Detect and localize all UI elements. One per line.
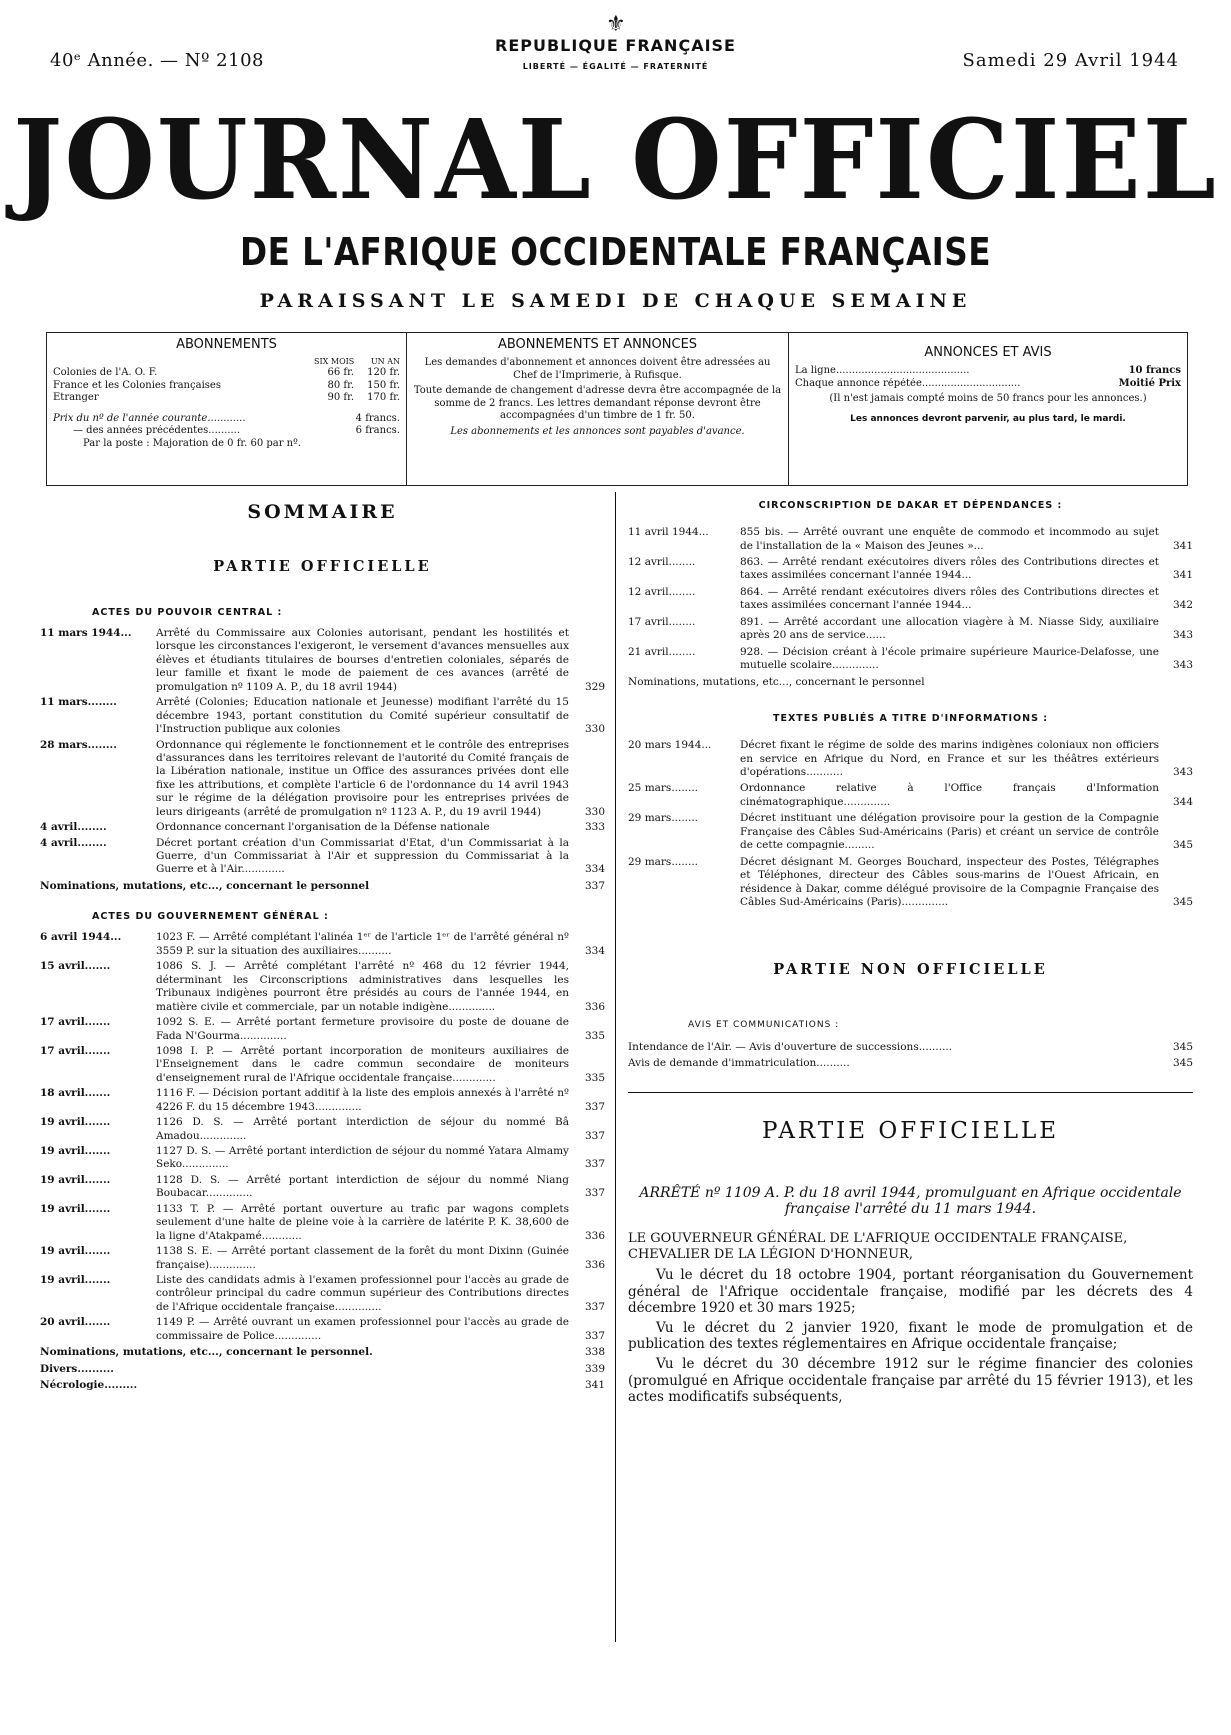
entry-page: 337: [584, 1158, 605, 1171]
annonces-minimum: (Il n'est jamais compté moins de 50 francs pour les annonces.): [829, 393, 1147, 405]
tariff-row: Etranger 90 fr. 170 fr.: [53, 392, 400, 404]
avis-heading: AVIS ET COMMUNICATIONS :: [688, 1019, 840, 1030]
entry-text: 1116 F. — Décision portant additif à la liste des emplois annexés à l'arrêté nº 4226 F. du 15 décembre 1943..............: [156, 1087, 569, 1113]
toc-entry: [40, 931, 605, 958]
entry-page: 330: [584, 805, 605, 818]
gouvernement-general-list: [40, 931, 605, 1343]
issue-number: 40ᵉ Année. — Nº 2108: [50, 50, 264, 71]
entry-page: 341: [1172, 539, 1193, 552]
postal-surcharge: Par la poste : Majoration de 0 fr. 60 par nº.: [83, 437, 302, 449]
subscription-boxes: [46, 332, 1188, 486]
avis-immatriculation: Avis de demande d'immatriculation.......... 345: [628, 1056, 1193, 1069]
entry-text: 1086 S. J. — Arrêté complétant l'arrêté nº 468 du 12 février 1944, déterminant les Circonscriptions administratives dans lesquelles les Tribunaux indigènes pourront être présidés au cours de l'année 1944, en matière civile et commerciale, par un notable indigène..............: [156, 960, 569, 1013]
partie-non-officielle-heading: PARTIE NON OFFICIELLE: [773, 961, 1048, 979]
tariff-row: Colonies de l'A. O. F. 66 fr. 120 fr.: [53, 367, 400, 379]
republic-emblem-icon: ⚜: [606, 12, 626, 37]
entry-page: 334: [584, 944, 605, 957]
republic-motto: LIBERTÉ — ÉGALITÉ — FRATERNITÉ: [522, 62, 709, 71]
toc-entry: [40, 821, 605, 834]
toc-entry: [40, 1016, 605, 1043]
annonces-deadline: Les annonces devront parvenir, au plus tard, le mardi.: [850, 413, 1126, 424]
entry-date: 29 mars........: [628, 812, 699, 825]
abo-annonces-text-2: Toute demande de changement d'adresse devra être accompagnée de la somme de 2 francs. Les lettres demandant réponse devront être accompagnées d'un timbre de 1 fr. 50.: [413, 385, 782, 422]
entry-date: 19 avril.......: [40, 1245, 111, 1258]
abo-annonces-text-3: Les abonnements et les annonces sont payables d'avance.: [450, 425, 745, 437]
entry-text: Liste des candidats admis à l'examen professionnel pour l'accès au grade de contrôleur principal du cadre commun supérieur des Contributions directes de l'Afrique occidentale française..............: [156, 1273, 569, 1313]
entry-text: 1092 S. E. — Arrêté portant fermeture provisoire du poste de douane de Fada N'Gourma..............: [156, 1016, 569, 1042]
entry-text: 1149 P. — Arrêté ouvrant un examen professionnel pour l'accès au grade de commissaire de Police..............: [156, 1316, 569, 1342]
entry-date: 11 mars........: [40, 696, 117, 709]
entry-text: 891. — Arrêté accordant une allocation viagère à M. Niasse Sidy, auxiliaire après 20 ans de service......: [740, 615, 1159, 642]
toc-entry: [40, 1116, 605, 1143]
toc-entry: [40, 1045, 605, 1085]
toc-entry: [40, 627, 605, 694]
toc-entry: [628, 556, 1193, 583]
toc-entry: [40, 837, 605, 877]
issue-date: Samedi 29 Avril 1944: [962, 50, 1179, 71]
entry-page: 342: [1172, 599, 1193, 612]
entry-text: 864. — Arrêté rendant exécutoires divers rôles des Contributions directes et taxes assimilées concernant l'année 1944...: [740, 585, 1159, 612]
toc-entry: [40, 1087, 605, 1114]
abonnements-annonces-box: [407, 333, 789, 485]
nominations-central: Nominations, mutations, etc..., concernant le personnel 337: [40, 879, 605, 892]
entry-date: 19 avril.......: [40, 1273, 111, 1286]
entry-page: 341: [1172, 569, 1193, 582]
entry-date: 12 avril........: [628, 585, 696, 598]
section-pouvoir-central: ACTES DU POUVOIR CENTRAL :: [92, 606, 283, 618]
toc-entry: [628, 856, 1193, 910]
entry-date: 19 avril.......: [40, 1173, 111, 1186]
entry-date: 19 avril.......: [40, 1145, 111, 1158]
entry-text: 1138 S. E. — Arrêté portant classement de la forêt du mont Dixinn (Guinée française)..............: [156, 1245, 569, 1271]
divers-entry: Divers.......... 339: [40, 1362, 605, 1375]
entry-page: 337: [584, 1187, 605, 1200]
entry-page: 344: [1172, 795, 1193, 808]
toc-entry: [628, 616, 1193, 643]
toc-entry: [628, 782, 1193, 809]
col-un-an: UN AN: [370, 357, 400, 367]
abonnements-title: ABONNEMENTS: [176, 337, 277, 352]
right-column: [628, 500, 1193, 1409]
entry-text: Arrêté du Commissaire aux Colonies autorisant, pendant les hostilités et lorsque les circonstances l'exigeront, le versement d'avances mensuelles aux élèves et étudiants titulaires de bourses d'entretien coloniales, séparés de leur famille et fixant le mode de paiement de ces avances (arrêté de promulgation nº 1109 A. P., du 18 avril 1944): [156, 627, 569, 693]
entry-page: 335: [584, 1071, 605, 1084]
arrete-heading: ARRÊTÉ nº 1109 A. P. du 18 avril 1944, promulguant en Afrique occidentale française l'arrêté du 11 mars 1944.: [639, 1184, 1182, 1217]
entry-text: Décret fixant le régime de solde des marins indigènes coloniaux non officiers en service en Afrique du Nord, en France et sur les théâtres extérieurs d'opérations...........: [740, 739, 1159, 778]
sommaire-column: [40, 500, 605, 1395]
toc-entry: [40, 1145, 605, 1172]
publication-frequency: PARAISSANT LE SAMEDI DE CHAQUE SEMAINE: [259, 290, 972, 312]
toc-entry: [40, 1274, 605, 1314]
toc-entry: [40, 1203, 605, 1243]
toc-entry: [40, 739, 605, 820]
entry-text: 1133 T. P. — Arrêté portant ouverture au trafic par wagons complets seulement d'une halte de pleine voie à la carrière de latérite P. K. 38,600 de la ligne d'Atakpamé............: [156, 1202, 569, 1242]
dakar-list: [628, 526, 1193, 672]
partie-officielle-title: PARTIE OFFICIELLE: [761, 1118, 1060, 1145]
entry-text: Décret désignant M. Georges Bouchard, inspecteur des Postes, Télégraphes et Téléphones, directeur des Câbles sous-marins de l'Ouest Africain, en résidence à Dakar, comme délégué provisoire de la Compagnie Française des Câbles Sud-Américains (Paris)..............: [740, 855, 1159, 908]
entry-page: 343: [1172, 766, 1193, 778]
pouvoir-central-list: [40, 627, 605, 877]
entry-page: 337: [584, 1129, 605, 1142]
abo-annonces-text-1: Les demandes d'abonnement et annonces doivent être adressées au Chef de l'Imprimerie, à Rufisque.: [424, 357, 771, 381]
entry-page: 329: [584, 680, 605, 693]
abo-annonces-title: ABONNEMENTS ET ANNONCES: [497, 337, 698, 352]
entry-page: 337: [584, 1100, 605, 1113]
toc-entry: [628, 586, 1193, 613]
entry-page: 345: [1172, 895, 1193, 908]
section-separator: [628, 1092, 1193, 1093]
entry-page: 337: [584, 1300, 605, 1313]
toc-entry: [40, 960, 605, 1014]
entry-date: 4 avril........: [40, 836, 107, 849]
entry-text: Ordonnance relative à l'Office français d'Information cinématographique..............: [740, 782, 1159, 808]
governor-title: LE GOUVERNEUR GÉNÉRAL DE L'AFRIQUE OCCIDENTALE FRANÇAISE, CHEVALIER DE LA LÉGION D'HONNEUR,: [628, 1230, 1128, 1263]
necrologie-entry: Nécrologie......... 341: [40, 1379, 605, 1392]
entry-text: 1023 F. — Arrêté complétant l'alinéa 1ᵉʳ de l'article 1ᵉʳ de l'arrêté général nº 3559 P. sur la situation des auxiliaires..........: [156, 931, 569, 957]
price-current: Prix du nº de l'année courante............ 4 francs.: [53, 412, 400, 424]
journal-subtitle: DE L'AFRIQUE OCCIDENTALE FRANÇAISE: [240, 230, 991, 274]
entry-date: 28 mars........: [40, 738, 117, 751]
nominations-general: Nominations, mutations, etc..., concernant le personnel. 338: [40, 1346, 605, 1359]
entry-text: 1127 D. S. — Arrêté portant interdiction de séjour du nommé Yatara Almamy Seko..............: [156, 1145, 569, 1171]
section-gouvernement-general: ACTES DU GOUVERNEMENT GÉNÉRAL :: [92, 911, 329, 923]
entry-date: 17 avril.......: [40, 1016, 111, 1029]
entry-text: Arrêté (Colonies; Education nationale et Jeunesse) modifiant l'arrêté du 15 décembre 1943, portant constitution du Comité supérieur consultatif de l'Instruction publique aux colonies: [156, 696, 569, 736]
tariff-row: France et les Colonies françaises 80 fr. 150 fr.: [53, 379, 400, 391]
textes-information-list: [628, 739, 1193, 909]
entry-page: 343: [1172, 629, 1193, 642]
section-textes-information: TEXTES PUBLIÉS A TITRE D'INFORMATIONS :: [772, 712, 1049, 724]
toc-entry: [40, 696, 605, 736]
entry-text: Décret instituant une délégation provisoire pour la gestion de la Compagnie Française des Câbles Sud-Américains (Paris) et créant un service de contrôle de cette compagnie.........: [740, 812, 1159, 852]
entry-date: 12 avril........: [628, 556, 696, 569]
entry-text: Décret portant création d'un Commissariat d'Etat, d'un Commissariat à la Guerre, d'un Commissariat à l'Air et suppression du Commissariat à la Guerre et à l'Air.............: [156, 836, 569, 876]
entry-date: 15 avril.......: [40, 960, 111, 973]
entry-date: 29 mars........: [628, 855, 699, 868]
sommaire-title: SOMMAIRE: [247, 501, 398, 523]
vu-paragraph-3: Vu le décret du 30 décembre 1912 sur le régime financier des colonies (promulgué en Afrique occidentale française par arrêté du 15 février 1913), et les actes modificatifs subséquents,: [628, 1356, 1193, 1405]
entry-date: 25 mars........: [628, 782, 699, 795]
entry-page: 335: [584, 1029, 605, 1042]
entry-page: 336: [584, 1000, 605, 1013]
entry-date: 4 avril........: [40, 821, 107, 834]
partie-officielle-heading: PARTIE OFFICIELLE: [213, 558, 432, 576]
toc-entry: [40, 1245, 605, 1272]
col-six-mois: SIX MOIS: [314, 357, 355, 367]
vu-paragraph-1: Vu le décret du 18 octobre 1904, portant réorganisation du Gouvernement général de l'Afrique occidentale française, modifié par les décrets des 4 décembre 1920 et 30 mars 1925;: [628, 1267, 1193, 1316]
toc-entry: [40, 1174, 605, 1201]
entry-text: Ordonnance qui réglemente le fonctionnement et le contrôle des entreprises d'assurances dans les territoires relevant de l'autorité du Comité français de la Libération nationale, institue un Office des assurances privées dont elle fixe les attributions, et complète l'article 6 de l'ordonnance du 14 avril 1943 sur le régime de la délégation provisoire pour les entreprises privées de leurs dirigeants (arrêté de promulgation nº 1123 A. P., du 19 avril 1944): [156, 738, 569, 818]
toc-entry: [628, 526, 1193, 553]
annonces-avis-box: [789, 333, 1187, 485]
entry-text: 1098 I. P. — Arrêté portant incorporation de moniteurs auxiliaires de l'Enseignement dans le cadre commun secondaire de moniteurs d'enseignement rural de l'Afrique occidentale française.............: [156, 1044, 569, 1084]
entry-page: 337: [584, 1329, 605, 1342]
entry-page: 334: [584, 863, 605, 876]
entry-date: 21 avril........: [628, 645, 696, 658]
entry-page: 343: [1172, 659, 1193, 672]
price-previous: — des années précédentes.......... 6 francs.: [73, 425, 400, 437]
entry-date: 17 avril.......: [40, 1044, 111, 1057]
entry-date: 19 avril.......: [40, 1202, 111, 1215]
avis-successions: Intendance de l'Air. — Avis d'ouverture de successions.......... 345: [628, 1041, 1193, 1054]
entry-text: 863. — Arrêté rendant exécutoires divers rôles des Contributions directes et taxes assimilées concernant l'année 1944...: [740, 556, 1159, 582]
entry-text: 1126 D. S. — Arrêté portant interdiction de séjour du nommé Bâ Amadou..............: [156, 1116, 569, 1142]
entry-page: 336: [584, 1258, 605, 1271]
journal-title: JOURNAL OFFICIEL: [13, 94, 1218, 225]
section-dakar: CIRCONSCRIPTION DE DAKAR ET DÉPENDANCES :: [758, 500, 1063, 511]
line-price: La ligne.......................................... 10 francs: [795, 365, 1181, 377]
entry-date: 6 avril 1944...: [40, 931, 122, 944]
entry-text: 1128 D. S. — Arrêté portant interdiction de séjour du nommé Niang Boubacar..............: [156, 1173, 569, 1200]
toc-entry: [628, 812, 1193, 852]
entry-date: 18 avril.......: [40, 1087, 111, 1100]
entry-text: 928. — Décision créant à l'école primaire supérieure Maurice-Delafosse, une mutuelle scolaire..............: [740, 645, 1159, 672]
entry-page: 345: [1172, 839, 1193, 852]
toc-entry: [628, 739, 1193, 779]
entry-date: 11 mars 1944...: [40, 627, 132, 640]
toc-entry: [628, 646, 1193, 673]
entry-page: 330: [584, 723, 605, 736]
entry-page: 336: [584, 1229, 605, 1242]
column-divider: [615, 492, 616, 1642]
republic-label: REPUBLIQUE FRANÇAISE: [495, 36, 736, 55]
nominations-dakar: Nominations, mutations, etc..., concernant le personnel: [628, 675, 925, 688]
entry-page: 333: [584, 821, 605, 834]
entry-date: 19 avril.......: [40, 1116, 111, 1129]
entry-date: 20 avril.......: [40, 1316, 111, 1329]
entry-text: 855 bis. — Arrêté ouvrant une enquête de commodo et incommodo au sujet de l'installation de la « Maison des Jeunes »...: [740, 526, 1159, 552]
entry-date: 20 mars 1944...: [628, 739, 712, 752]
annonces-title: ANNONCES ET AVIS: [924, 345, 1052, 360]
repeat-price: Chaque annonce répétée............................... Moitié Prix: [795, 377, 1181, 389]
vu-paragraph-2: Vu le décret du 2 janvier 1920, fixant le mode de promulgation et de publication des textes réglementaires en Afrique occidentale française;: [628, 1320, 1193, 1353]
abonnements-box: [47, 333, 407, 485]
entry-date: 11 avril 1944...: [628, 526, 709, 539]
toc-entry: [40, 1316, 605, 1343]
entry-date: 17 avril........: [628, 615, 696, 628]
entry-text: Ordonnance concernant l'organisation de la Défense nationale: [156, 821, 490, 834]
